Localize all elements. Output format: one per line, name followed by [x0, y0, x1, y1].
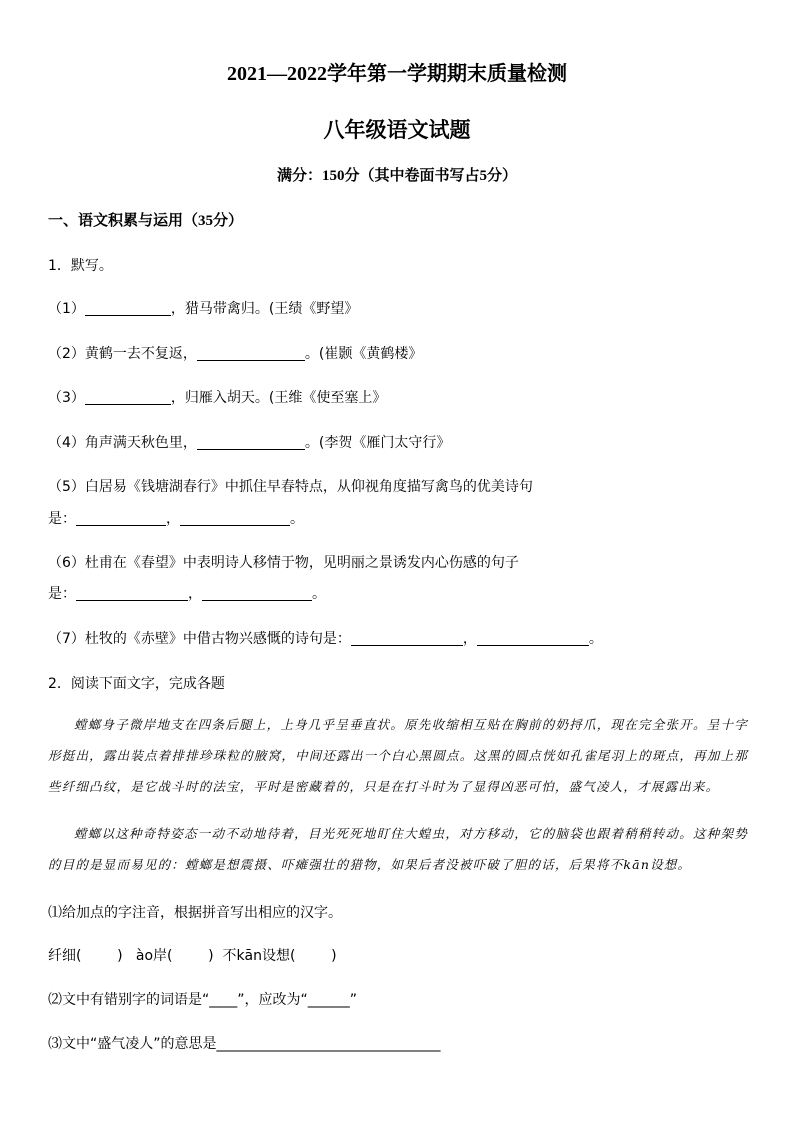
sub-question-2: ⑵文中有错别字的词语是“____”，应改为“______”: [48, 992, 358, 1008]
answer-blank[interactable]: [477, 631, 589, 646]
section-heading: 一、语文积累与运用（35分）: [48, 213, 244, 229]
answer-blank[interactable]: [85, 390, 171, 405]
item-prefix: （7）杜牧的《赤壁》中借古物兴感慨的诗句是：: [48, 631, 351, 647]
q1-item-4: [48, 432, 450, 452]
item-number: （3）: [48, 390, 85, 406]
end-mark: 。: [588, 631, 603, 647]
q1-item-6-line1: （6）杜甫在《春望》中表明诗人移情于物，见明丽之景诱发内心伤感的句子: [48, 555, 519, 571]
reading-paragraph-2: 螳螂以这种奇特姿态一动不动地待着，目光死死地盯住大蝗虫，对方移动，它的脑袋也跟着稍稍转动。这种架势的目的是显而易见的：螳螂是想震摄、吓瘫强壮的猎物，如果后者没被吓破了胆的话，后果将不kān设想。: [48, 826, 748, 872]
separator: ，: [188, 586, 202, 602]
item-suffix: ，归雁入胡天。(王维《使至塞上》: [170, 390, 387, 406]
item-prefix: 是：: [48, 511, 76, 527]
sub-question-1-items: 纤细( ) ào岸( ) 不kān设想( ): [48, 948, 337, 964]
separator: ，: [462, 631, 477, 647]
q1-item-5-line1: （5）白居易《钱塘湖春行》中抓住早春特点，从仰视角度描写禽鸟的优美诗句: [48, 479, 533, 495]
answer-blank[interactable]: [180, 511, 290, 526]
exam-title: 2021—2022学年第一学期期末质量检测: [227, 63, 567, 85]
q1-item-2: [48, 343, 422, 363]
score-note: 满分：150分（其中卷面书写占5分）: [276, 168, 517, 184]
answer-blank[interactable]: [202, 586, 312, 601]
item-number: （1）: [48, 301, 85, 317]
sub-question-1: ⑴给加点的字注音，根据拼音写出相应的汉字。: [48, 905, 342, 921]
answer-blank[interactable]: [197, 346, 305, 361]
item-prefix: 黄鹤一去不复返，: [84, 346, 197, 362]
question-2-label: 2．阅读下面文字，完成各题: [48, 676, 225, 692]
item-suffix: ，猎马带禽归。(王绩《野望》: [170, 301, 359, 317]
answer-blank[interactable]: [76, 586, 188, 601]
q1-item-7: [48, 628, 603, 648]
item-number: （4）: [48, 435, 85, 451]
reading-paragraph-1: 螳螂身子微岸地支在四条后腿上，上身几乎呈垂直状。原先收缩相互贴在胸前的奶捋爪，现在完全张开。呈十字形挺出，露出装点着排排珍珠粒的腋窝，中间还露出一个白心黑圆点。这黑的圆点恍如孔雀尾羽上的斑点，再加上那些纤细凸纹，是它战斗时的法宝，平时是密藏着的，只是在打斗时为了显得凶恶可怕，盛气凌人，才展露出来。: [48, 717, 748, 794]
sub-question-3: ⑶文中“盛气凌人”的意思是________________________________: [48, 1036, 441, 1052]
separator: ，: [166, 511, 180, 527]
q1-item-3: [48, 387, 386, 407]
answer-blank[interactable]: [85, 301, 171, 316]
q1-item-1: [48, 298, 358, 318]
answer-blank[interactable]: [351, 631, 463, 646]
exam-subtitle: 八年级语文试题: [323, 118, 471, 142]
item-suffix: 。(李贺《雁门太守行》: [304, 435, 451, 451]
item-number: （2）: [48, 346, 85, 362]
answer-blank[interactable]: [76, 511, 166, 526]
end-mark: 。: [312, 586, 326, 602]
end-mark: 。: [290, 511, 304, 527]
q1-item-6-line2: [48, 583, 326, 603]
question-1-label: 1．默写。: [48, 258, 113, 274]
item-prefix: 角声满天秋色里，: [84, 435, 197, 451]
item-suffix: 。(崔颢《黄鹤楼》: [304, 346, 423, 362]
q1-item-5-line2: [48, 508, 304, 528]
answer-blank[interactable]: [197, 435, 305, 450]
item-prefix: 是：: [48, 586, 76, 602]
